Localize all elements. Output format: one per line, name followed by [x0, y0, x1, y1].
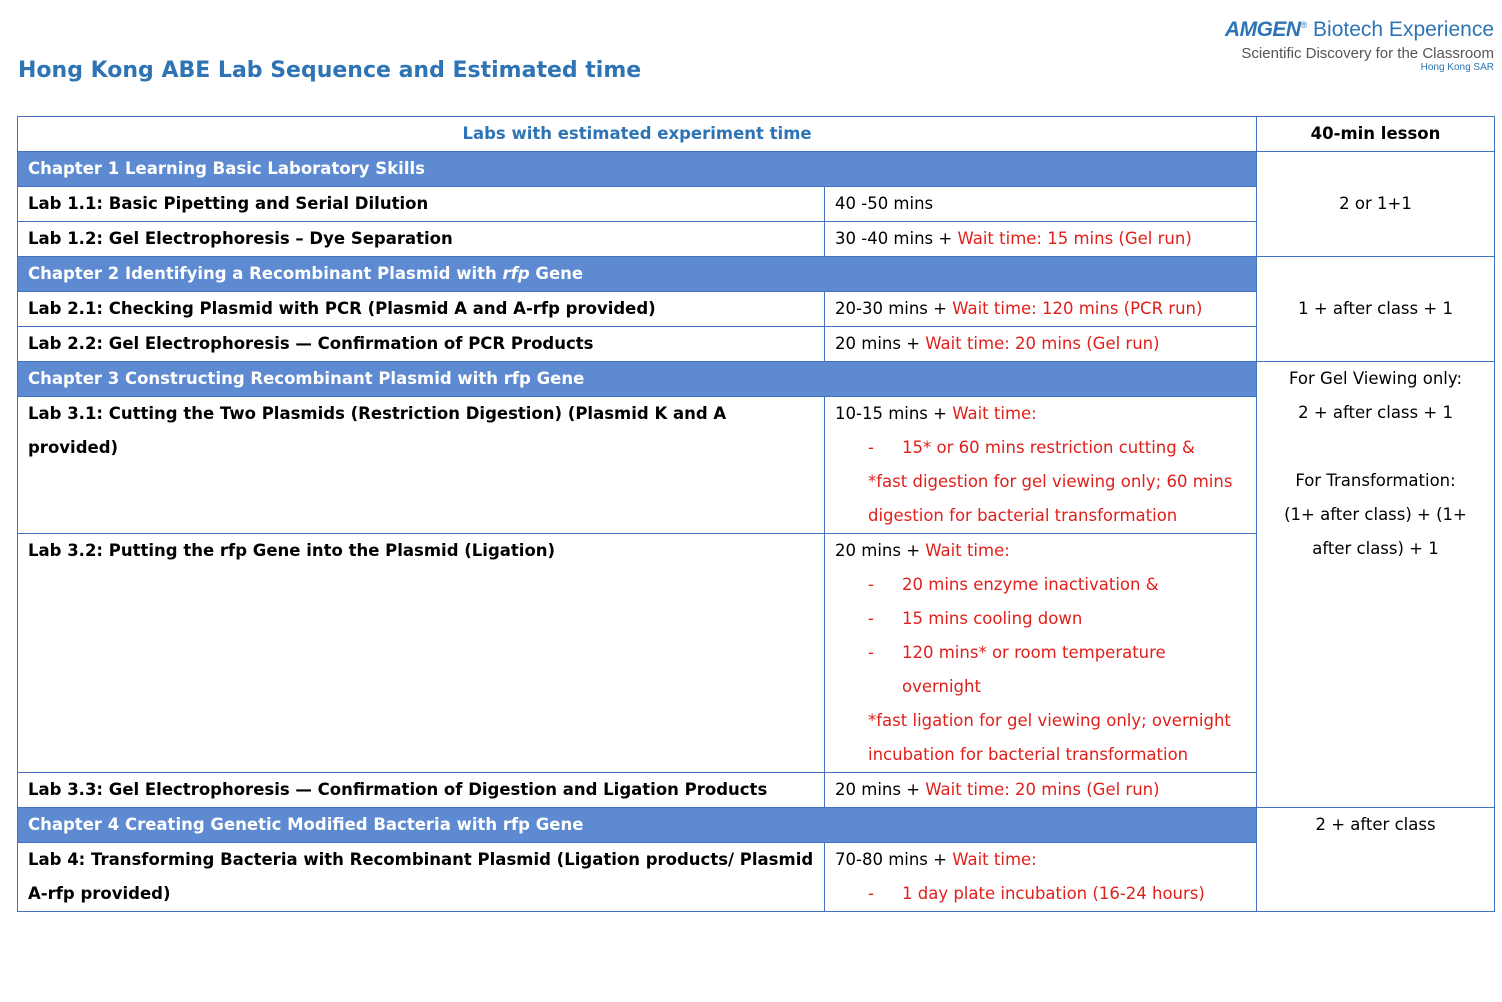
- lab-time: 20 mins + Wait time: - 20 mins enzyme inactivation & - 15 mins cooling down - 120 mins* or room temperature overnight *fast ligation for gel viewing only; overnight incubation for bacterial transformation: [825, 534, 1257, 773]
- chapter-1-lesson: 2 or 1+1: [1257, 152, 1495, 257]
- chapter-4-title: Chapter 4 Creating Genetic Modified Bacteria with rfp Gene: [18, 808, 1257, 843]
- wait-time: Wait time: 20 mins (Gel run): [925, 780, 1160, 799]
- lab-time: 10-15 mins + Wait time: - 15* or 60 mins restriction cutting & *fast digestion for gel viewing only; 60 mins digestion for bacterial transformation: [825, 397, 1257, 534]
- brand-logo: [1225, 18, 1494, 73]
- lab-name: Lab 3.2: Putting the rfp Gene into the Plasmid (Ligation): [18, 534, 825, 773]
- lab-name: Lab 1.2: Gel Electrophoresis – Dye Separation: [18, 222, 825, 257]
- lab-name: Lab 2.1: Checking Plasmid with PCR (Plasmid A and A-rfp provided): [18, 292, 825, 327]
- lab-name: Lab 2.2: Gel Electrophoresis — Confirmation of PCR Products: [18, 327, 825, 362]
- list-item: - 15 mins cooling down: [868, 602, 1246, 636]
- chapter-4-lesson: 2 + after class: [1257, 808, 1495, 912]
- wait-list: [835, 568, 1246, 704]
- chapter-row: [18, 152, 1495, 187]
- list-item: - 1 day plate incubation (16-24 hours): [868, 877, 1246, 911]
- footnote: *fast digestion for gel viewing only; 60 mins digestion for bacterial transformation: [868, 472, 1233, 525]
- wait-time: Wait time: 120 mins (PCR run): [952, 299, 1203, 318]
- wait-list: [835, 877, 1246, 911]
- lab-time: 70-80 mins + Wait time: - 1 day plate incubation (16-24 hours): [825, 843, 1257, 912]
- chapter-3-title: Chapter 3 Constructing Recombinant Plasmid with rfp Gene: [18, 362, 1257, 397]
- lab-name: Lab 4: Transforming Bacteria with Recombinant Plasmid (Ligation products/ Plasmid A-rfp provided): [18, 843, 825, 912]
- lab-time: 30 -40 mins + Wait time: 15 mins (Gel run): [825, 222, 1257, 257]
- wait-time: Wait time:: [925, 541, 1010, 560]
- lab-time: 40 -50 mins: [825, 187, 1257, 222]
- chapter-2-lesson: 1 + after class + 1: [1257, 257, 1495, 362]
- amgen-logo-text: AMGEN: [1224, 18, 1301, 41]
- lab-name: Lab 3.3: Gel Electrophoresis — Confirmation of Digestion and Ligation Products: [18, 773, 825, 808]
- header-lesson: 40-min lesson: [1257, 117, 1495, 152]
- list-item: - 15* or 60 mins restriction cutting &: [868, 431, 1246, 465]
- brand-tagline: Scientific Discovery for the Classroom: [1241, 45, 1494, 62]
- wait-time: Wait time: 15 mins (Gel run): [957, 229, 1192, 248]
- table-header-row: [18, 117, 1495, 152]
- brand-name: AMGEN® Biotech Experience: [1224, 18, 1494, 41]
- list-item: - 120 mins* or room temperature overnight: [868, 636, 1246, 704]
- lab-name: Lab 1.1: Basic Pipetting and Serial Dilution: [18, 187, 825, 222]
- wait-list: [835, 431, 1246, 465]
- chapter-2-title: Chapter 2 Identifying a Recombinant Plasmid with rfp Gene: [18, 257, 1257, 292]
- footnote: *fast ligation for gel viewing only; overnight incubation for bacterial transformation: [868, 711, 1231, 764]
- chapter-1-title: Chapter 1 Learning Basic Laboratory Skills: [18, 152, 1257, 187]
- chapter-row: [18, 362, 1495, 397]
- header-labs: Labs with estimated experiment time: [18, 117, 1257, 152]
- chapter-3-lesson: For Gel Viewing only: 2 + after class + 1 For Transformation: (1+ after class) + (1+ after class) + 1: [1257, 362, 1495, 808]
- chapter-row: [18, 257, 1495, 292]
- lab-sequence-table: [17, 116, 1495, 912]
- brand-region: Hong Kong SAR: [1420, 62, 1494, 73]
- wait-time: Wait time: 20 mins (Gel run): [925, 334, 1160, 353]
- list-item: - 20 mins enzyme inactivation &: [868, 568, 1246, 602]
- lab-name: Lab 3.1: Cutting the Two Plasmids (Restriction Digestion) (Plasmid K and A provided): [18, 397, 825, 534]
- wait-time: Wait time:: [952, 404, 1037, 423]
- page-title: Hong Kong ABE Lab Sequence and Estimated time: [18, 58, 642, 83]
- lab-time: 20-30 mins + Wait time: 120 mins (PCR run): [825, 292, 1257, 327]
- wait-time: Wait time:: [952, 850, 1037, 869]
- chapter-row: [18, 808, 1495, 843]
- brand-product: Biotech Experience: [1307, 18, 1494, 41]
- lab-time: 20 mins + Wait time: 20 mins (Gel run): [825, 773, 1257, 808]
- lab-time: 20 mins + Wait time: 20 mins (Gel run): [825, 327, 1257, 362]
